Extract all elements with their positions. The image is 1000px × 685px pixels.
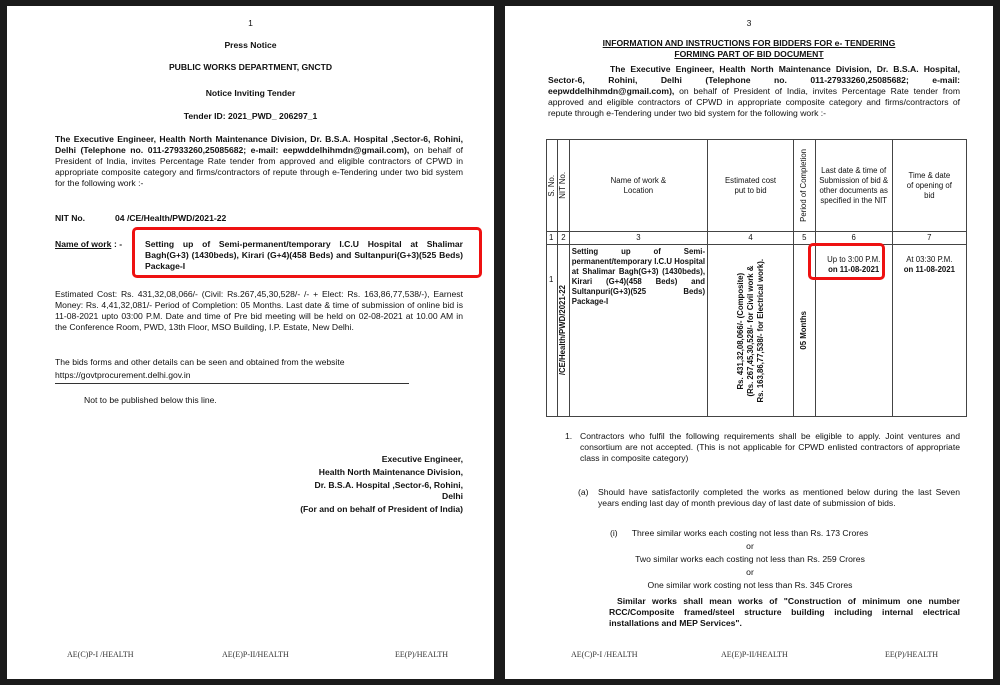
col-number-3: 3 xyxy=(569,232,707,245)
page-number: 3 xyxy=(746,18,752,28)
intro-paragraph xyxy=(548,64,960,119)
not-published-note: Not to be published below this line. xyxy=(84,395,217,405)
last-date-line-1: Up to 3:00 P.M. xyxy=(827,255,881,264)
header-last-date: Last date & time of Submission of bid & other documents as specified in the NIT xyxy=(815,140,892,232)
intro-rest: on behalf of President of India, invites Percentage Rate tender from approved and eligible contractors of CPWD in appropriate composite category and firms/contractors of repute through e-Tendering under two bid system for the following work :- xyxy=(55,145,463,188)
header-cost: Estimated cost put to bid xyxy=(708,140,794,232)
footer-ee: EE(P)/HEALTH xyxy=(395,650,449,659)
document-page-1 xyxy=(7,6,494,679)
criterion-two-works: Two similar works each costing not less than Rs. 259 Crores xyxy=(635,554,865,564)
footer-ae-e: AE(E)P-II/HEALTH xyxy=(222,650,289,659)
criterion-or-2: or xyxy=(746,567,754,577)
header-period: Period of Completion xyxy=(794,140,816,232)
name-of-work-sep: : - xyxy=(114,239,123,249)
footer-ae-e: AE(E)P-II/HEALTH xyxy=(721,650,788,659)
criteria-block xyxy=(625,528,875,591)
col-number-6: 6 xyxy=(815,232,892,245)
signature-line-4: (For and on behalf of President of India) xyxy=(300,504,463,514)
opening-line-1: At 03:30 P.M. xyxy=(906,255,953,264)
cell-nit: /CE/Health/PWD/2021-22 xyxy=(558,245,570,417)
highlight-box-name-of-work xyxy=(132,227,482,278)
highlight-box-last-date xyxy=(808,243,885,280)
cost-line-3: Rs. 163,86,77,538/- for Electrical work). xyxy=(755,258,765,403)
col-number-2: 2 xyxy=(558,232,570,245)
cell-work: Setting up of Semi-permanent/temporary I.C.U Hospital at Shalimar Bagh(G+3) (1430beds), Kirari (G+4)(458 Beds) and Sultanpuri(G+3)(525 Beds) Package-I xyxy=(569,245,707,417)
separator-line xyxy=(55,383,409,384)
opening-line-2: on 11-08-2021 xyxy=(903,265,955,274)
footer-ee: EE(P)/HEALTH xyxy=(885,650,939,659)
page-number: 1 xyxy=(248,18,253,28)
item-a-label: (a) xyxy=(578,487,589,497)
item-a-text: Should have satisfactorily completed the works as mentioned below during the last Seven years ending last day of month previous day of last date of submission of bids. xyxy=(598,487,960,508)
col-number-4: 4 xyxy=(708,232,794,245)
item-1-number: 1. xyxy=(565,431,573,441)
bids-paragraph: The bids forms and other details can be seen and obtained from the website xyxy=(55,357,345,367)
signature-line-3: Dr. B.S.A. Hospital ,Sector-6, Rohini, Delhi xyxy=(314,480,463,501)
col-number-1: 1 xyxy=(547,232,558,245)
nit-value: 04 /CE/Health/PWD/2021-22 xyxy=(115,213,227,223)
similar-works-definition: Similar works shall mean works of "Construction of minimum one number RCC/Composite framed/steel structure building including internal electrical installations and MEP Services". xyxy=(609,596,960,628)
header-nit: NIT No. xyxy=(558,140,570,232)
last-date-line-2: on 11-08-2021 xyxy=(828,265,880,274)
intro-bold: The Executive Engineer, Health North Maintenance Division, Dr. B.S.A. Hospital, Sector-6, Rohini, Delhi (Telephone no. 011-27933260,25085682; e-mail: eepwddelhihmdn@gmail.com), xyxy=(548,64,960,96)
signature-line-1: Executive Engineer, xyxy=(381,454,463,464)
header-work: Name of work & Location xyxy=(569,140,707,232)
cost-line-2: (Rs. 267,45,30,528/- for Civil work & xyxy=(745,265,755,396)
item-1-text: Contractors who fulfil the following requirements shall be eligible to apply. Joint ventures and consortium are not accepted. (This is not applicable for CPWD enlisted contractors of appropriate class in composite category) xyxy=(580,431,960,463)
heading-line-1: INFORMATION AND INSTRUCTIONS FOR BIDDERS FOR e- TENDERING xyxy=(602,38,896,48)
criterion-or-1: or xyxy=(746,541,754,551)
table-header-row xyxy=(547,140,967,232)
document-page-3 xyxy=(505,6,993,679)
intro-paragraph xyxy=(55,134,463,189)
cost-paragraph: Estimated Cost: Rs. 431,32,08,066/- (Civil: Rs.267,45,30,528/- /- + Elect: Rs. 163,86,77,538/-), Earnest Money: Rs. 4,41,32,081/- Period of Completion: 05 Months. Last date & time of submission of online bid is 11-08-2021 upto 03:00 P.M. Date and time of Pre bid meeting will be held on 02-08-2021 at 10.00 AM in the Conference Room, PWD, 13th Floor, MSO Building, I.P. Estate, New Delhi. xyxy=(55,289,463,332)
cell-period: 05 Months xyxy=(794,245,816,417)
press-notice-heading: Press Notice xyxy=(224,40,277,50)
heading-line-2: FORMING PART OF BID DOCUMENT xyxy=(674,49,824,59)
col-number-5: 5 xyxy=(794,232,816,245)
tender-id: Tender ID: 2021_PWD_ 206297_1 xyxy=(183,111,318,121)
name-of-work-label: Name of work xyxy=(55,239,112,249)
header-sno: S. No. xyxy=(547,140,558,232)
nit-label: NIT No. xyxy=(55,213,86,223)
table-row xyxy=(547,245,967,417)
item-i-label: (i) xyxy=(610,528,618,538)
intro-bold: The Executive Engineer, Health North Maintenance Division, Dr. B.S.A. Hospital ,Sector-6, Rohini, Delhi (Telephone no. 011-27933260,25085682; e-mail: eepwddelhihmdn@gmail.com), xyxy=(55,134,463,155)
criterion-three-works: Three similar works each costing not less than Rs. 173 Crores xyxy=(631,528,869,538)
name-of-work-value: Setting up of Semi-permanent/temporary I.C.U Hospital at Shalimar Bagh(G+3) (1430beds), Kirari (G+4)(458 Beds) and Sultanpuri(G+3)(525 Beds) Package-I xyxy=(145,239,463,271)
footer-ae-c: AE(C)P-I /HEALTH xyxy=(571,650,638,659)
website-link[interactable]: https://govtprocurement.delhi.gov.in xyxy=(55,370,191,380)
criterion-one-work: One similar work costing not less than Rs. 345 Crores xyxy=(647,580,853,590)
signature-line-2: Health North Maintenance Division, xyxy=(318,467,463,477)
table-number-row xyxy=(547,232,967,245)
notice-title: Notice Inviting Tender xyxy=(205,88,296,98)
cost-line-1: Rs. 431,32,08,066/- (Composite) xyxy=(735,272,745,389)
bid-table xyxy=(546,139,967,417)
department-heading: PUBLIC WORKS DEPARTMENT, GNCTD xyxy=(168,62,333,72)
col-number-7: 7 xyxy=(892,232,966,245)
footer-ae-c: AE(C)P-I /HEALTH xyxy=(67,650,134,659)
intro-rest: on behalf of President of India, invites Percentage Rate tender from approved and eligible contractors of CPWD in appropriate composite category and firms/contractors of repute through e-Tendering under two bid system for the following work :- xyxy=(548,86,960,118)
cell-opening xyxy=(892,245,966,417)
cell-sno: 1 xyxy=(547,245,558,417)
header-opening: Time & date of opening of bid xyxy=(892,140,966,232)
cell-cost xyxy=(708,245,794,417)
signature-block xyxy=(293,454,463,515)
